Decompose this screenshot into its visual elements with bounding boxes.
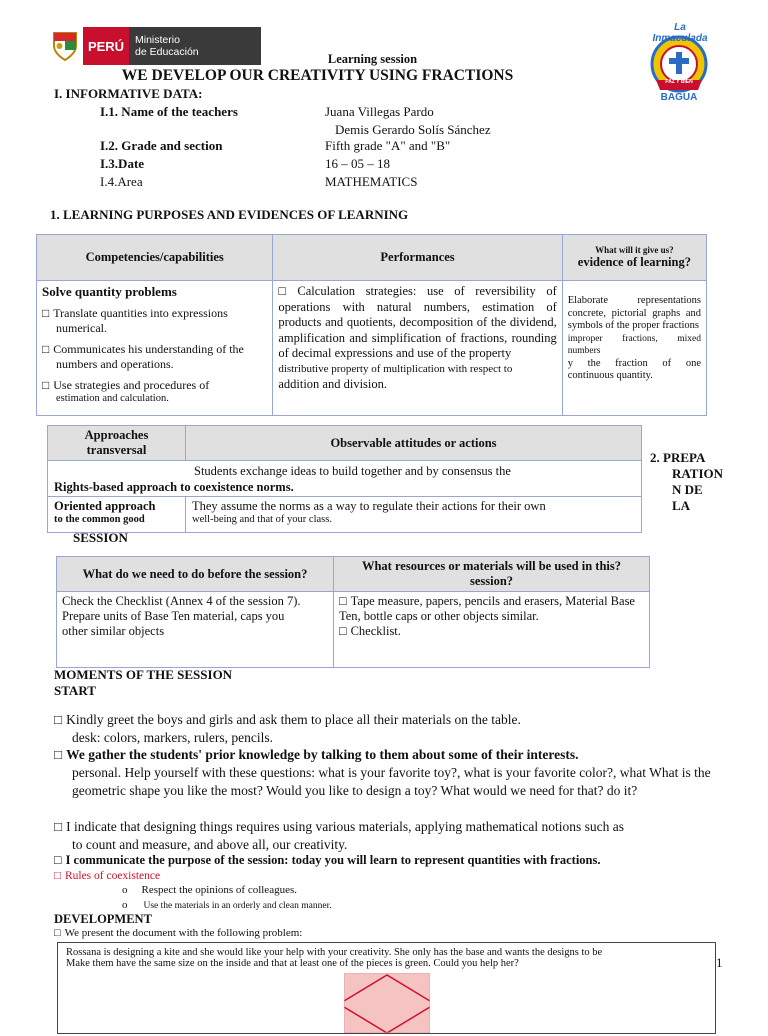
moment-paragraph-3 — [54, 818, 734, 854]
common-good-label-cell — [48, 497, 186, 533]
development-text: □ We present the document with the following problem: — [54, 927, 302, 939]
common-good-text-cell — [186, 497, 642, 533]
informative-heading: I. INFORMATIVE DATA: — [54, 86, 203, 101]
col-attitudes: Observable attitudes or actions — [186, 426, 642, 461]
before-1: Check the Checklist (Annex 4 of the session 7). — [62, 594, 301, 608]
preparation-heading — [650, 450, 723, 514]
capability-3b: estimation and calculation. — [56, 393, 169, 404]
rule-1-text: Respect the opinions of colleagues. — [141, 884, 297, 896]
rule-2 — [122, 899, 332, 911]
resources-cell — [334, 592, 650, 668]
common-good-text-b: well-being and that of your class. — [192, 514, 332, 525]
moment-4: □ I communicate the purpose of the session: today you will learn to represent quantities with fractions. — [54, 851, 734, 869]
development-item — [54, 927, 302, 939]
performance-text-b: distributive property of multiplication with respect to — [278, 362, 513, 375]
rights-label: Rights-based approach to coexistence norms. — [54, 480, 294, 494]
teachers-label: I.1. Name of the teachers — [100, 104, 238, 119]
moment-paragraph-4 — [54, 851, 734, 869]
rules-heading — [54, 870, 160, 882]
development-heading: DEVELOPMENT — [54, 912, 152, 926]
capability-1a: □ Translate quantities into expressions — [42, 306, 267, 321]
session-word: SESSION — [73, 530, 128, 545]
before-3: other similar objects — [62, 624, 165, 638]
area-value: MATHEMATICS — [325, 174, 418, 189]
col-performances: Performances — [273, 235, 562, 281]
col-evidence-small: What will it give us? — [595, 245, 674, 255]
rights-text: Students exchange ideas to build together and by consensus the — [194, 464, 511, 478]
competency-title: Solve quantity problems — [42, 284, 177, 299]
performance-cell — [273, 281, 562, 416]
moment-3b: to count and measure, and above all, our creativity. — [72, 837, 348, 852]
capability-3a: □ Use strategies and procedures of — [42, 378, 267, 393]
moment-1a: □ Kindly greet the boys and girls and ask them to place all their materials on the table. — [54, 711, 734, 729]
moment-paragraph-1 — [54, 711, 734, 747]
moment-2b: personal. Help yourself with these questions: what is your favorite toy?, what is your favorite color?, what What is the geometric shape you like the most? Would you like to design a toy? What would we need for that? do it? — [72, 765, 711, 798]
capability-1b: numerical. — [56, 321, 107, 335]
common-good-label-b: to the common good — [54, 514, 145, 525]
start-heading: START — [54, 683, 96, 698]
approaches-table — [47, 425, 642, 533]
common-good-label-a: Oriented approach — [54, 499, 156, 513]
common-good-text-a: They assume the norms as a way to regulate their actions for their own — [192, 499, 546, 513]
col-competencies: Competencies/capabilities — [37, 235, 273, 281]
col-before: What do we need to do before the session? — [57, 557, 334, 592]
ministry-line1: Ministerio — [135, 34, 180, 46]
rights-row — [48, 461, 642, 497]
problem-text-a: Rossana is designing a kite and she would like your help with your creativity. She only has the base and wants the designs to be — [66, 947, 603, 958]
session-label: Learning session — [327, 52, 418, 66]
teacher1: Juana Villegas Pardo — [325, 104, 434, 119]
capability-2b: numbers and operations. — [56, 357, 174, 371]
ministry-label — [129, 27, 261, 65]
col-evidence — [562, 235, 706, 281]
rule-bullet-icon: o — [122, 899, 128, 911]
problem-box — [57, 942, 716, 1034]
before-cell — [57, 592, 334, 668]
evidence-text-a: Elaborate representations concrete, pictorial graphs and symbols of the proper fractions — [567, 295, 701, 331]
school-logo — [638, 22, 720, 104]
capability-2a: □ Communicates his understanding of the — [42, 342, 267, 357]
school-motto: PAZ Y BIEN — [665, 79, 693, 85]
moment-paragraph-2 — [54, 746, 736, 800]
col-evidence-main: evidence of learning? — [577, 255, 691, 269]
evidence-text-c: y the fraction of one continuous quantity. — [567, 357, 701, 381]
prep-heading-a: 2. PREPA — [650, 450, 706, 465]
competency-cell — [37, 281, 273, 416]
grade-value: Fifth grade "A" and "B" — [325, 138, 451, 153]
grade-label: I.2. Grade and section — [100, 138, 223, 153]
col-resources: What resources or materials will be used in this? session? — [334, 557, 650, 592]
peru-label: PERÚ — [83, 27, 129, 65]
rule-bullet-icon: o — [122, 884, 128, 896]
resource-2: □ Checklist. — [339, 624, 644, 639]
purposes-heading: 1. LEARNING PURPOSES AND EVIDENCES OF LEARNING — [50, 207, 409, 222]
preparation-table — [56, 556, 650, 668]
date-value: 16 – 05 – 18 — [325, 156, 390, 171]
before-2: Prepare units of Base Ten material, caps you — [62, 609, 285, 623]
evidence-cell — [562, 281, 706, 416]
performance-text-a: □ Calculation strategies: use of reversibility of operations with natural numbers, estimation of products and quotients, decomposition of the dividend, amplification and simplification of fractions, rounding of decimal expressions and use of the property — [278, 284, 556, 360]
school-name: La Inmaculada — [652, 22, 708, 44]
moment-3a: □ I indicate that designing things requires using various materials, applying mathematical notions such as — [54, 818, 734, 836]
teacher2: Demis Gerardo Solís Sánchez — [335, 122, 491, 137]
ministry-line2: de Educación — [135, 46, 199, 58]
evidence-text-b: improper fractions, mixed numbers — [567, 333, 701, 356]
purposes-table — [36, 234, 707, 416]
prep-heading-c: N DE — [672, 482, 703, 497]
moment-1b: desk: colors, markers, rulers, pencils. — [72, 730, 273, 745]
moments-heading: MOMENTS OF THE SESSION — [54, 667, 233, 682]
prep-heading-d: LA — [672, 498, 691, 513]
rule-1 — [122, 884, 297, 896]
resource-1: □ Tape measure, papers, pencils and erasers, Material Base Ten, bottle caps or other objects similar. — [339, 594, 644, 624]
performance-text-c: addition and division. — [278, 377, 388, 391]
rule-2-text: Use the materials in an orderly and clean manner. — [143, 901, 332, 911]
rules-label: □ Rules of coexistence — [54, 870, 160, 882]
minedu-logo — [47, 27, 261, 65]
moment-2a: □ We gather the students' prior knowledge by talking to them about some of their interests. — [54, 746, 736, 764]
page-title: WE DEVELOP OUR CREATIVITY USING FRACTIONS — [121, 67, 514, 84]
prep-heading-b: RATION — [672, 466, 724, 481]
school-city: BAGUA — [660, 92, 698, 103]
col-approaches: Approaches transversal — [48, 426, 186, 461]
kite-base-figure — [344, 973, 430, 1033]
date-label: I.3.Date — [100, 156, 145, 171]
problem-text-b: Make them have the same size on the inside and that at least one of the pieces is green. Could you help her? — [66, 958, 519, 969]
peru-shield-icon — [47, 27, 83, 65]
area-label: I.4.Area — [100, 174, 143, 189]
page-number: 1 — [716, 955, 723, 970]
